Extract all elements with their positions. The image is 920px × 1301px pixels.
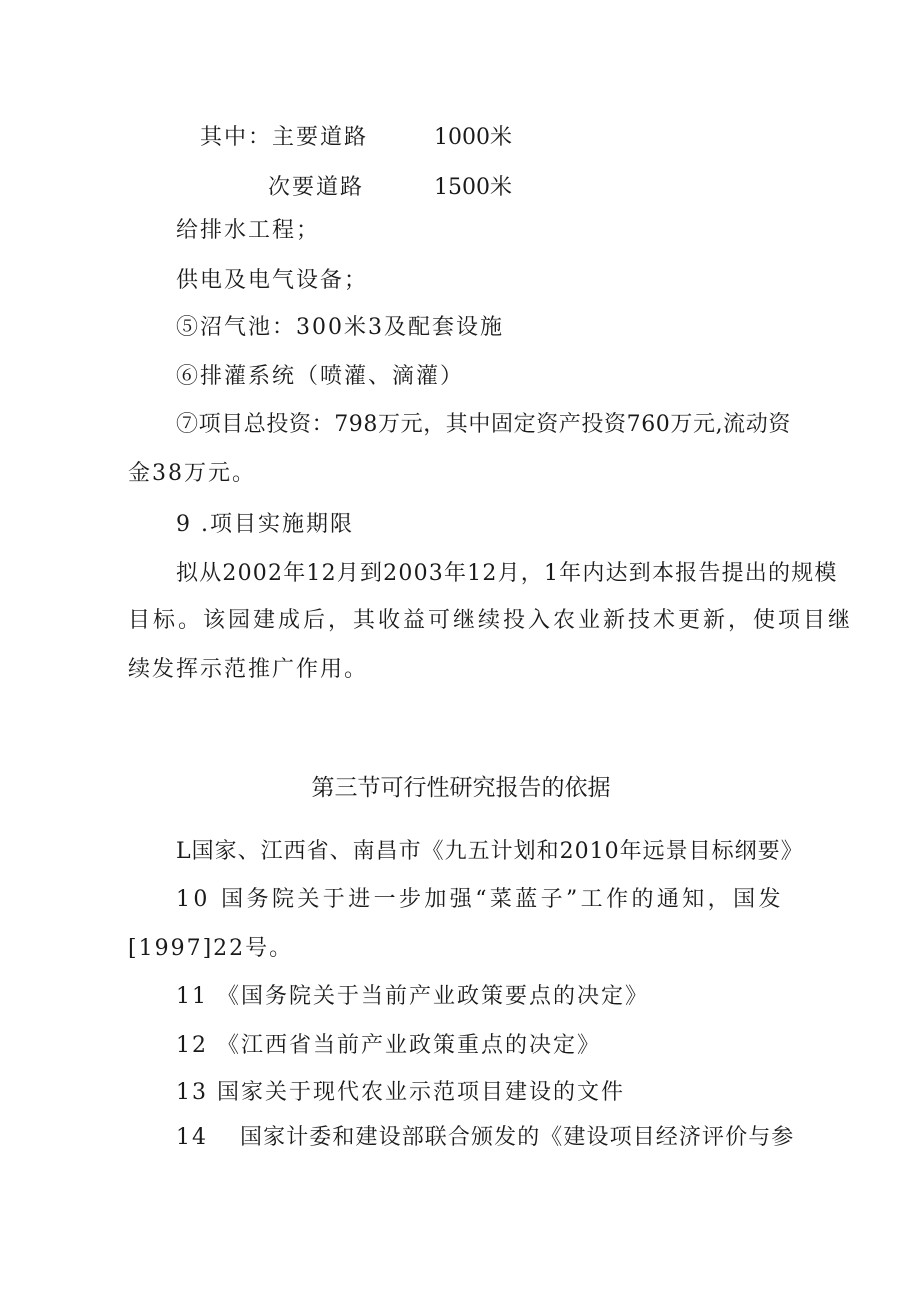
secondary-road-label: 次要道路 xyxy=(268,175,365,200)
irrigation-item: ⑥排灌系统（喷灌、滴灌） xyxy=(176,364,465,389)
basis-item-4: 12 《江西省当前产业政策重点的决定》 xyxy=(176,1033,601,1058)
roads-prefix: 其中： xyxy=(200,125,273,150)
power-supply-item: 供电及电气设备； xyxy=(176,268,369,293)
basis-item-5: 13 国家关于现代农业示范项目建设的文件 xyxy=(176,1080,625,1105)
period-heading: 9 .项目实施期限 xyxy=(176,512,354,537)
basis-item-6-number: 14 xyxy=(176,1125,208,1150)
main-road-value: 1000米 xyxy=(434,125,512,150)
period-line-2: 目标。该园建成后，其收益可继续投入农业新技术更新，使项目继 xyxy=(128,608,854,633)
investment-line-2: 金38万元。 xyxy=(128,461,256,486)
roads-main-label xyxy=(200,123,368,153)
section-title: 第三节可行性研究报告的依据 xyxy=(311,775,611,801)
biogas-item: ⑤沼气池：300米3及配套设施 xyxy=(176,315,504,340)
basis-item-2: 10 国务院关于进一步加强“菜蓝子”工作的通知，国发 xyxy=(176,887,784,912)
period-line-3: 续发挥示范推广作用。 xyxy=(128,657,369,682)
water-supply-item: 给排水工程； xyxy=(176,218,321,243)
basis-item-1: L国家、江西省、南昌市《九五计划和2010年远景目标纲要》 xyxy=(176,839,804,864)
basis-item-2-cont: [1997]22号。 xyxy=(128,936,294,961)
main-road-label: 主要道路 xyxy=(272,125,369,150)
secondary-road-value: 1500米 xyxy=(434,175,512,200)
basis-item-6-text: 国家计委和建设部联合颁发的《建设项目经济评价与参 xyxy=(240,1125,795,1150)
period-line-1: 拟从2002年12月到2003年12月，1年内达到本报告提出的规模 xyxy=(176,561,838,586)
investment-line-1: ⑦项目总投资：798万元，其中固定资产投资760万元,流动资 xyxy=(176,412,791,437)
basis-item-3: 11 《国务院关于当前产业政策要点的决定》 xyxy=(176,984,649,1009)
